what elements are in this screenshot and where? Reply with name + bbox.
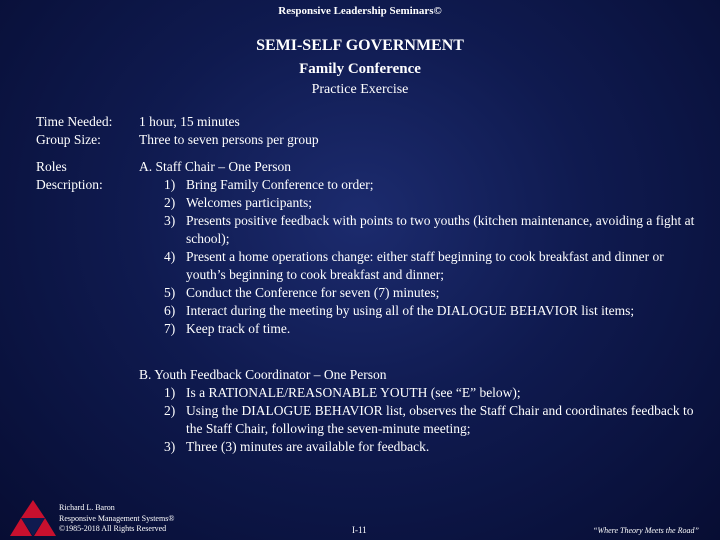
page-subtitle: Family Conference	[299, 61, 421, 77]
section-a-item	[139, 194, 699, 212]
time-needed-value: 1 hour, 15 minutes	[139, 114, 240, 129]
section-b-item-text: Is a RATIONALE/REASONABLE YOUTH (see “E” below);	[186, 385, 521, 400]
footer-credits	[59, 503, 174, 535]
exercise-label: Practice Exercise	[311, 82, 409, 97]
footer-author: Richard L. Baron	[59, 503, 115, 512]
group-size-value: Three to seven persons per group	[139, 132, 319, 147]
description-label: Description:	[36, 177, 103, 192]
section-b-item-number: 2)	[164, 403, 176, 418]
seminar-header: Responsive Leadership Seminars©	[278, 5, 442, 17]
page-title: SEMI-SELF GOVERNMENT	[256, 37, 464, 54]
section-b-item-text: Three (3) minutes are available for feedback.	[186, 439, 430, 454]
group-size-label: Group Size:	[36, 132, 101, 147]
section-a-item	[139, 284, 699, 302]
section-a-item	[139, 176, 699, 194]
section-a-item-text: Present a home operations change: either staff beginning to cook breakfast and dinner or youth’s beginning to cook breakfast and dinner;	[186, 249, 664, 282]
roles-label: Roles	[36, 159, 67, 174]
section-b-item	[139, 402, 699, 438]
section-a-heading: A. Staff Chair – One Person	[139, 159, 291, 174]
section-b	[139, 366, 699, 456]
section-a-item	[139, 320, 699, 338]
footer-copyright: ©1985-2018 All Rights Reserved	[59, 524, 167, 533]
section-a-item-number: 5)	[164, 285, 176, 300]
section-b-item-text: Using the DIALOGUE BEHAVIOR list, observes the Staff Chair and coordinates feedback to the Staff Chair, following the seven-minute meeting;	[186, 403, 694, 436]
section-b-item	[139, 438, 699, 456]
section-a-item-text: Interact during the meeting by using all of the DIALOGUE BEHAVIOR list items;	[186, 303, 635, 318]
section-a-item-number: 3)	[164, 213, 176, 228]
section-a-item-number: 1)	[164, 177, 176, 192]
section-b-list	[139, 384, 699, 456]
section-a	[139, 158, 699, 338]
section-a-item	[139, 212, 699, 248]
page-number: I-11	[352, 525, 367, 535]
section-b-item-number: 3)	[164, 439, 176, 454]
section-a-item-number: 7)	[164, 321, 176, 336]
company-logo	[8, 498, 58, 538]
section-a-item	[139, 248, 699, 284]
footer-company: Responsive Management Systems®	[59, 513, 175, 523]
section-b-item-number: 1)	[164, 385, 176, 400]
section-a-list	[139, 176, 699, 338]
section-a-item-text: Keep track of time.	[186, 321, 291, 336]
section-b-heading: B. Youth Feedback Coordinator – One Person	[139, 367, 387, 382]
time-needed-label: Time Needed:	[36, 114, 113, 129]
section-a-item	[139, 302, 699, 320]
logo-triangle-top	[21, 500, 45, 518]
section-a-item-text: Conduct the Conference for seven (7) minutes;	[186, 285, 440, 300]
section-a-item-number: 4)	[164, 249, 176, 264]
section-a-item-number: 2)	[164, 195, 176, 210]
section-a-item-text: Welcomes participants;	[186, 195, 312, 210]
section-a-item-text: Bring Family Conference to order;	[186, 177, 374, 192]
section-a-item-text: Presents positive feedback with points to two youths (kitchen maintenance, avoiding a fight at school);	[186, 213, 695, 246]
section-a-item-number: 6)	[164, 303, 176, 318]
footer-tagline: “Where Theory Meets the Road”	[593, 526, 699, 535]
section-b-item	[139, 384, 699, 402]
